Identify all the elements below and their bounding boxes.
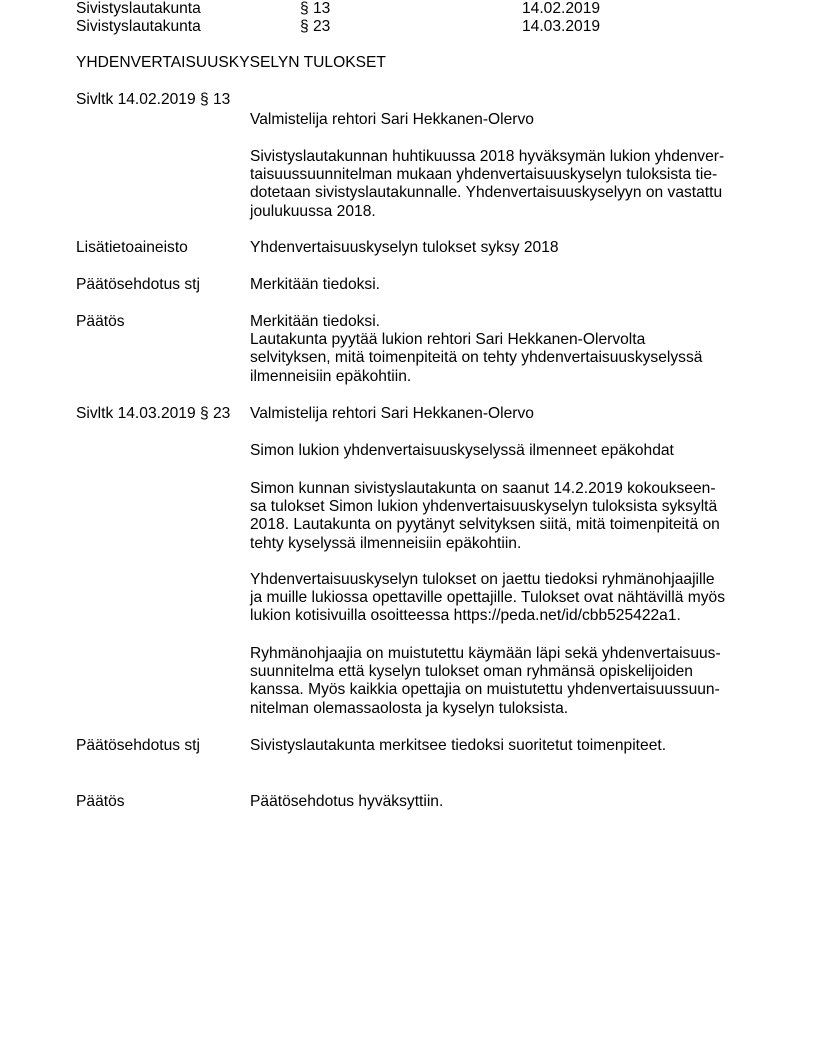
header-date: 14.02.2019 [522,0,601,17]
meeting2-label: Sivltk 14.03.2019 § 23 [76,405,231,422]
header-date: 14.03.2019 [522,18,601,35]
decision2-text: Päätösehdotus hyväksyttiin. [250,793,444,810]
header-section: § 13 [300,0,331,17]
meeting2-paragraph-3: Ryhmänohjaajia on muistutettu käymään läpi sekä yhdenvertaisuus- suunnitelma että kyselyn tulokset oman ryhmänsä opiskelijoiden kanssa. Myös kaikkia opettajia on muistutettu yhdenvertaisuussuun- nitelman olemassaolosta ja kyselyn tuloksista. [250,645,721,717]
extra-material-text: Yhdenvertaisuuskyselyn tulokset syksy 2018 [250,239,559,256]
proposal1-label: Päätösehdotus stj [76,276,200,293]
proposal1-text: Merkitään tiedoksi. [250,276,381,293]
header-board: Sivistyslautakunta [76,18,201,35]
document-title: YHDENVERTAISUUSKYSELYN TULOKSET [76,54,386,71]
decision1-text: Merkitään tiedoksi. Lautakunta pyytää lukion rehtori Sari Hekkanen-Olervolta selvityksen, mitä toimenpiteitä on tehty yhdenvertaisuuskyselyssä ilmenneisiin epäkohtiin. [250,313,703,385]
header-row [0,0,816,18]
proposal2-label: Päätösehdotus stj [76,737,200,754]
meeting2-paragraph-2: Yhdenvertaisuuskyselyn tulokset on jaettu tiedoksi ryhmänohjaajille ja muille lukiossa opettaville opettajille. Tulokset ovat nähtävillä myös lukion kotisivuilla osoitteessa https://peda.net/id/cbb525422a1. [250,571,725,625]
meeting2-paragraph-1: Simon kunnan sivistyslautakunta on saanut 14.2.2019 kokoukseen- sa tulokset Simon lukion yhdenvertaisuuskyselyn tuloksista syksyltä 2018. Lautakunta on pyytänyt selvityksen siitä, mitä toimenpiteitä on tehty kyselyssä ilmenneisiin epäkohtiin. [250,480,720,552]
meeting2-preparer: Valmistelija rehtori Sari Hekkanen-Olervo [250,405,534,422]
meeting1-label: Sivltk 14.02.2019 § 13 [76,91,231,108]
decision1-label: Päätös [76,313,125,330]
header-row [0,18,816,36]
meeting1-body: Sivistyslautakunnan huhtikuussa 2018 hyväksymän lukion yhdenver- taisuussuunnitelman mukaan yhdenvertaisuuskyselyn tuloksista tie- dotetaan sivistyslautakunnalle. Yhdenvertaisuuskyselyyn on vastattu joulukuussa 2018. [250,148,725,220]
decision2-label: Päätös [76,793,125,810]
meeting2-subject: Simon lukion yhdenvertaisuuskyselyssä ilmenneet epäkohdat [250,442,674,459]
header-board: Sivistyslautakunta [76,0,201,17]
meeting1-preparer: Valmistelija rehtori Sari Hekkanen-Olervo [250,111,534,128]
header-section: § 23 [300,18,331,35]
extra-material-label: Lisätietoaineisto [76,239,188,256]
proposal2-text: Sivistyslautakunta merkitsee tiedoksi suoritetut toimenpiteet. [250,737,667,754]
